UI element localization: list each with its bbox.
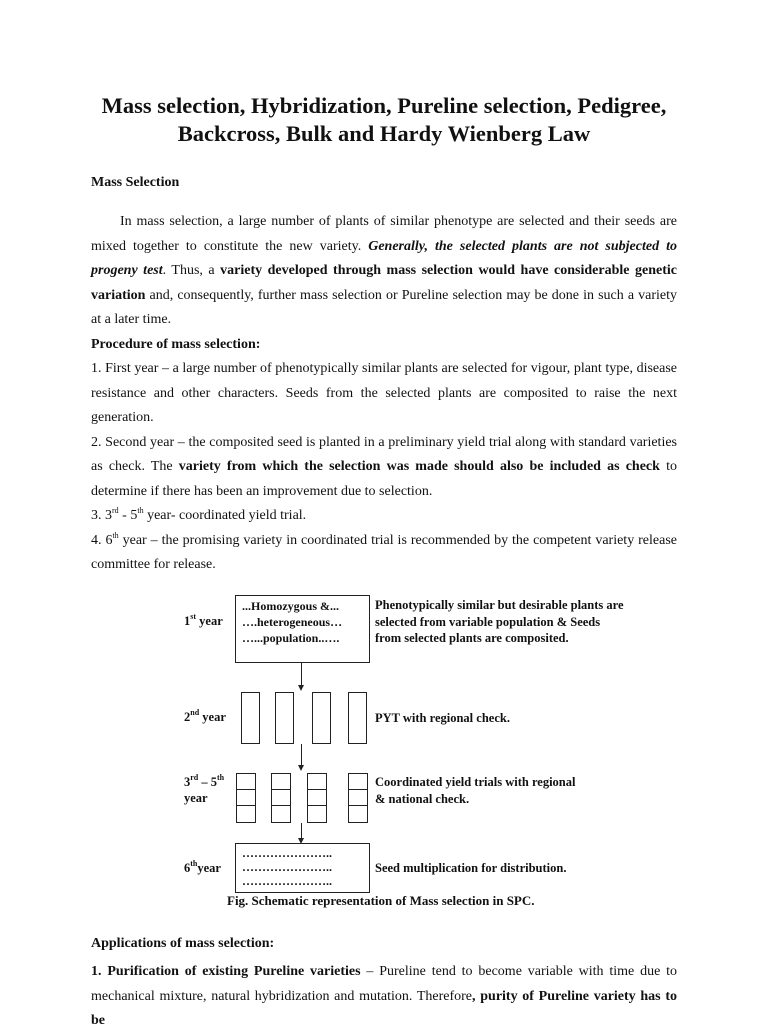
trial-plot-grid (271, 773, 291, 823)
year-6-description: Seed multiplication for distribution. (375, 861, 567, 875)
seed-box-lines: ………………….. ………………….. ………………….. (242, 846, 332, 888)
title-line-1: Mass selection, Hybridization, Pureline selection, Pedigree, (101, 93, 667, 118)
step-2-text-a: 2. Second year – the composited seed is planted in a preliminary yield trial along with standard varieties as check. The (91, 434, 677, 474)
step-1: 1. First year – a large number of phenotypically similar plants are selected for vigour, plant type, disease resistance and other characters. Seeds from the selected plants are composited to raise the next generation. (91, 361, 677, 425)
population-box-line-1: ...Homozygous &... (242, 599, 339, 613)
trial-plot-grid (307, 773, 327, 823)
population-box-line-3: …...population..…. (242, 631, 340, 645)
seed-box (235, 843, 370, 893)
population-box-line-2: ….heterogeneous… (242, 615, 343, 629)
step-4 (91, 529, 677, 578)
intro-text-a: In mass selection, a large number of plants of similar phenotype are selected and their seeds are mixed together to constitute the new variety. (91, 214, 677, 254)
year-6-label: 6thyear (184, 859, 221, 875)
year-3-5-label: 3rd – 5th year (184, 773, 225, 805)
step-3-sup-1: rd (112, 506, 119, 515)
figure-caption: Fig. Schematic representation of Mass selection in SPC. (227, 893, 535, 908)
pyt-plot (348, 692, 367, 744)
step-4-b: year – the promising variety in coordinated trial is recommended by the competent variety release committee for release. (91, 532, 677, 572)
population-box (235, 595, 370, 663)
applications-heading: Applications of mass selection: (91, 936, 275, 951)
step-4-a: 4. 6 (91, 532, 113, 548)
year-2-label: 2nd year (184, 708, 226, 724)
page-title (80, 92, 688, 148)
pyt-plot (241, 692, 260, 744)
title-line-2: Backcross, Bulk and Hardy Wienberg Law (177, 121, 591, 146)
step-2 (91, 431, 677, 505)
arrow-down-icon (301, 744, 302, 766)
step-3-a: 3. 3 (91, 508, 112, 523)
arrow-down-icon (301, 662, 302, 686)
intro-bold-italic: Generally, the selected plants are not subjected to progeny test (91, 238, 677, 278)
intro-bold: variety developed through mass selection would have considerable genetic variation (91, 263, 677, 303)
step-3-sup-2: th (137, 506, 144, 515)
intro-text-c: and, consequently, further mass selection or Pureline selection may be done in such a variety at a later time. (91, 287, 677, 327)
intro-text-b: . Thus, a (162, 263, 221, 278)
pyt-plot (275, 692, 294, 744)
applications-section (91, 960, 677, 1034)
step-3-c: year- coordinated yield trial. (143, 508, 307, 523)
arrow-down-icon (301, 823, 302, 839)
application-1-text: – Pureline tend to become variable with time due to mechanical mixture, natural hybridization and mutation. Therefore (91, 964, 678, 1004)
pyt-plot (312, 692, 331, 744)
step-4-sup: th (112, 530, 119, 540)
year-1-label: 1st year (184, 612, 223, 628)
application-1 (91, 960, 677, 1034)
application-1-bold: , purity of Pureline variety has to be (91, 988, 678, 1028)
step-2-text-b: to determine if there has been an improvement due to selection. (91, 459, 677, 499)
intro-paragraph (91, 210, 677, 333)
step-3 (91, 504, 677, 529)
step-2-bold: variety from which the selection was made should also be included as check (178, 459, 660, 474)
year-2-description: PYT with regional check. (375, 711, 510, 725)
population-box-lines (236, 596, 369, 646)
procedure-heading: Procedure of mass selection: (91, 336, 261, 352)
mass-selection-heading: Mass Selection (91, 175, 180, 190)
application-1-title: 1. Purification of existing Pureline varieties (91, 964, 361, 979)
year-1-description: Phenotypically similar but desirable plants are selected from variable population & Seeds from selected plants are composited. (375, 598, 624, 645)
step-3-b: - 5 (118, 508, 138, 523)
trial-plot-grid (236, 773, 256, 823)
intro-section (91, 210, 677, 578)
year-3-5-description: Coordinated yield trials with regional & national check. (375, 775, 576, 806)
trial-plot-grid (348, 773, 368, 823)
